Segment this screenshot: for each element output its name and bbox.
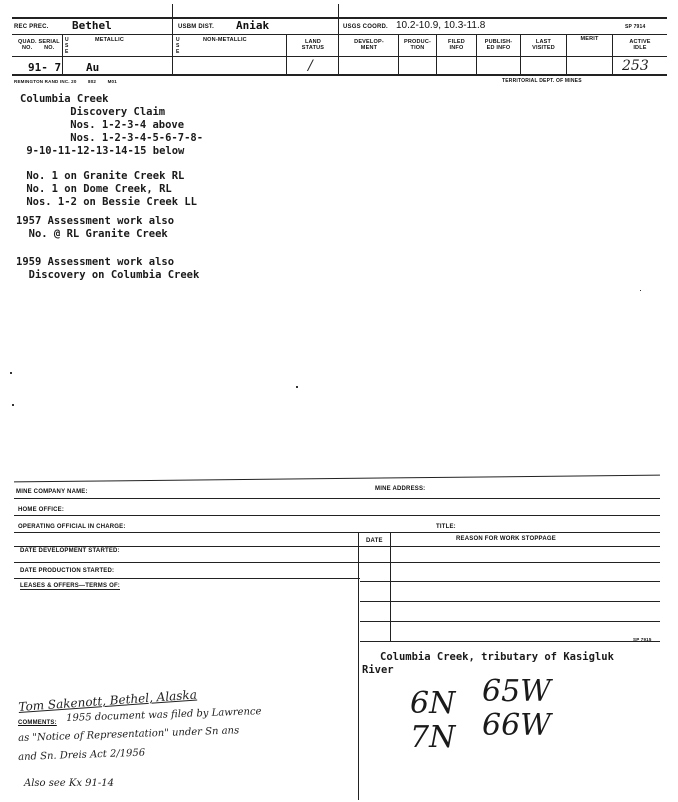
township-2: 7N [410, 720, 456, 755]
comments-label: COMMENTS: [18, 720, 57, 726]
body-line-10: No. @ RL Granite Creek [16, 228, 168, 240]
body-line-1: Columbia Creek [20, 93, 109, 105]
comment-line-2: as "Notice of Representation" under Sn ans [18, 725, 240, 744]
usbm-dist-label: USBM DIST. [178, 24, 215, 30]
col-merit: MERIT [580, 36, 599, 42]
col-quad-serial: QUAD. SERIAL NO. NO. [18, 39, 60, 51]
col-filed-info: FILED INFO [448, 39, 465, 51]
date-production-label: DATE PRODUCTION STARTED: [20, 568, 115, 574]
body-line-9: 1957 Assessment work also [16, 215, 175, 227]
reason-col-header: REASON FOR WORK STOPPAGE [456, 536, 556, 542]
mine-address-label: MINE ADDRESS: [375, 486, 426, 492]
body-line-7: No. 1 on Dome Creek, RL [20, 183, 172, 195]
body-line-11: 1959 Assessment work also [16, 256, 175, 268]
leases-label: LEASES & OFFERS—TERMS OF: [20, 583, 121, 589]
speck [12, 404, 14, 406]
rec-prec-label: REC PREC. [14, 24, 49, 30]
row-land-status: / [308, 58, 313, 74]
col-metallic: METALLIC [95, 37, 124, 43]
date-col-header: DATE [366, 538, 383, 544]
usgs-coord-label: USGS COORD. [343, 24, 388, 30]
location-note-line-1: Columbia Creek, tributary of Kasigluk [380, 651, 614, 663]
handwritten-name: Tom Sakenott, Bethel, Alaska [18, 687, 198, 714]
col-development: DEVELOP- MENT [354, 39, 384, 51]
home-office-label: HOME OFFICE: [18, 507, 65, 513]
col-land-status: LAND STATUS [301, 39, 325, 51]
also-see: Also see Kx 91-14 [24, 778, 115, 789]
comment-line-1: 1955 document was filed by Lawrence [66, 706, 262, 724]
form-id-top: SP 7914 [625, 24, 646, 30]
form-id-bottom: SP 7915 [633, 637, 652, 642]
title-label: TITLE: [436, 524, 456, 530]
dept-label: TERRITORIAL DEPT. OF MINES [502, 78, 582, 84]
body-line-3: Nos. 1-2-3-4 above [45, 119, 185, 131]
body-line-8: Nos. 1-2 on Bessie Creek LL [20, 196, 198, 208]
location-note-line-2: River [362, 664, 394, 676]
speck [640, 290, 641, 291]
col-production: PRODUC- TION [403, 39, 432, 51]
col-non-metallic: NON-METALLIC [203, 37, 247, 43]
body-line-6: No. 1 on Granite Creek RL [20, 170, 185, 182]
body-line-2: Discovery Claim [45, 106, 166, 118]
usbm-dist-value: Aniak [236, 19, 270, 32]
col-last-visited: LAST VISITED [532, 39, 555, 51]
township-1: 6N [410, 686, 456, 721]
row-active-idle: 253 [622, 58, 649, 74]
range-2: 66W [482, 708, 552, 743]
range-1: 65W [482, 674, 552, 709]
printer-credit: REMINGTON RAND INC. 20 802 M01 [14, 79, 117, 84]
row-quad-serial: 91- 7 [28, 61, 62, 74]
date-development-label: DATE DEVELOPMENT STARTED: [20, 548, 120, 554]
body-line-5: 9-10-11-12-13-14-15 below [20, 145, 185, 157]
row-metallic: Au [86, 61, 100, 74]
body-line-12: Discovery on Columbia Creek [16, 269, 200, 281]
col-use-a: U S E [65, 37, 69, 55]
speck [296, 386, 298, 388]
col-use-b: U S E [176, 37, 180, 55]
col-active-idle: ACTIVE IDLE [629, 39, 651, 51]
operating-official-label: OPERATING OFFICIAL IN CHARGE: [18, 524, 126, 530]
speck [10, 372, 12, 374]
rec-prec-value: Bethel [72, 19, 112, 32]
col-published-info: PUBLISH- ED INFO [484, 39, 513, 51]
mine-company-name-label: MINE COMPANY NAME: [16, 489, 88, 495]
body-line-4: Nos. 1-2-3-4-5-6-7-8- [45, 132, 204, 144]
comment-line-3: and Sn. Dreis Act 2/1956 [18, 747, 146, 763]
usgs-coord-value: 10.2-10.9, 10.3-11.8 [396, 20, 486, 31]
